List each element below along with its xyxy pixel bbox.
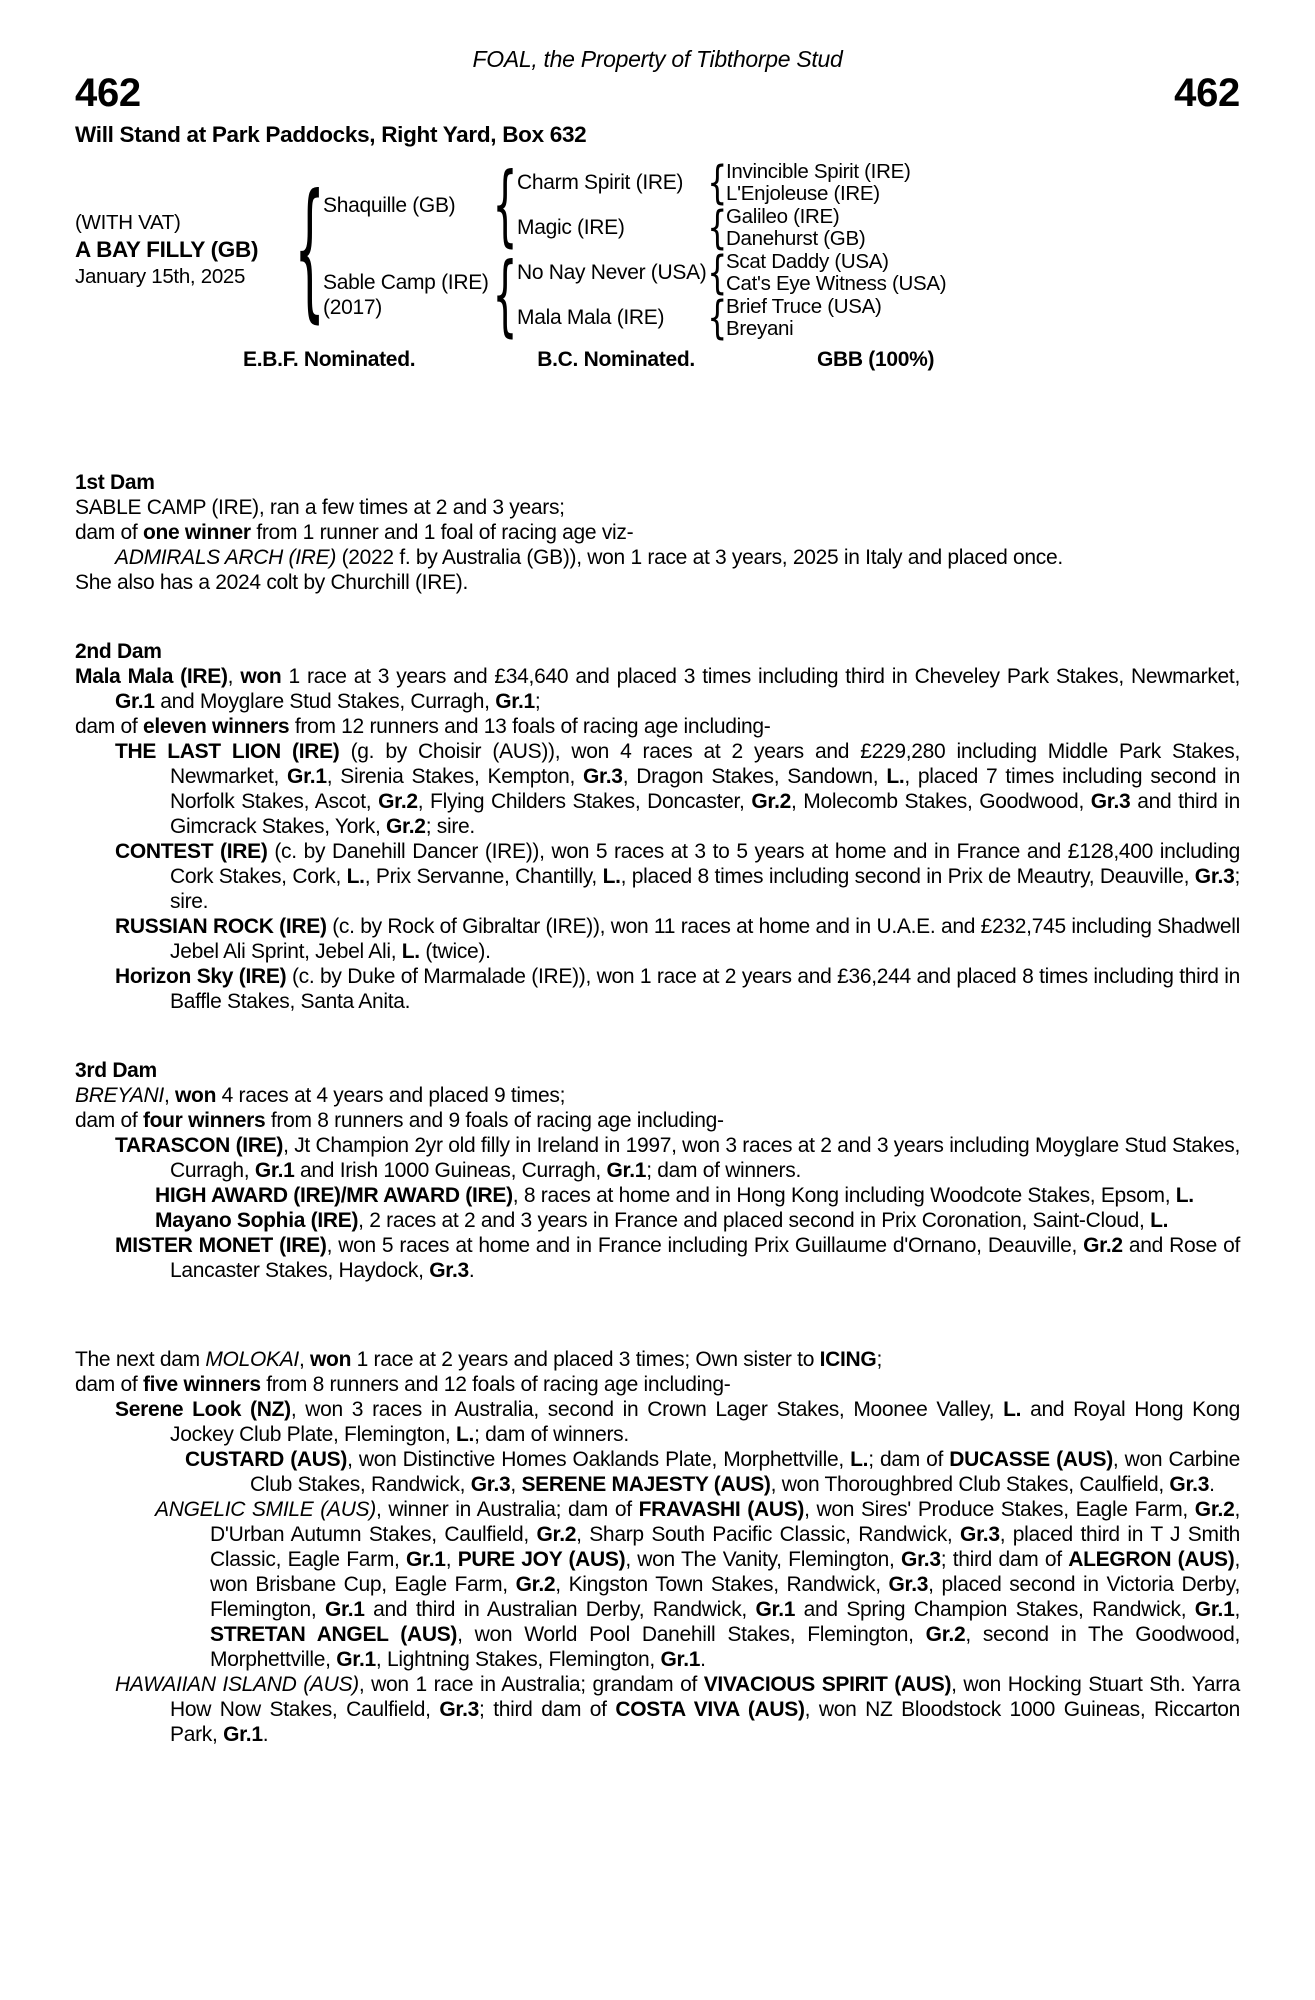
nominations-row (243, 348, 1240, 372)
brace-icon: { (492, 153, 518, 256)
bc-nomination: B.C. Nominated. (537, 348, 695, 371)
pedigree-paragraph: The next dam MOLOKAI, won 1 race at 2 years and placed 3 times; Own sister to ICING; (75, 1348, 882, 1371)
pedigree-paragraph: HAWAIIAN ISLAND (AUS), won 1 race in Australia; grandam of VIVACIOUS SPIRIT (AUS), won Hocking Stuart Sth. Yarra How Now Stakes, Caulfield, Gr.3; third dam of COSTA VIVA (AUS), won NZ Bloodstock 1000 Guineas, Riccarton Park, Gr.1. (115, 1673, 1241, 1746)
great-grandparents (726, 161, 911, 205)
pedigree-paragraph: dam of five winners from 8 runners and 12 foals of racing age including- (75, 1373, 731, 1396)
text-section-nextdam (75, 1347, 1240, 1747)
great-grandparent-name: Invincible Spirit (IRE) (726, 159, 911, 183)
page-title: FOAL, the Property of Tibthorpe Stud (472, 46, 843, 72)
pedigree-tree (75, 153, 1240, 346)
section-heading: 2nd Dam (75, 640, 162, 663)
brace-icon: { (707, 246, 728, 299)
great-grandparent-name: Scat Daddy (USA) (726, 249, 889, 273)
pedigree-paragraph: Horizon Sky (IRE) (c. by Duke of Marmalade (IRE)), won 1 race at 2 years and £36,244 and placed 8 times including third in Baffle Stakes, Santa Anita. (115, 965, 1240, 1013)
brace-icon: { (294, 163, 326, 337)
pedigree-paragraph: HIGH AWARD (IRE)/MR AWARD (IRE), 8 races at home and in Hong Kong including Woodcote Stakes, Epsom, L. (155, 1184, 1194, 1207)
pedigree-paragraph: ANGELIC SMILE (AUS), winner in Australia; dam of FRAVASHI (AUS), won Sires' Produce Stakes, Eagle Farm, Gr.2, D'Urban Autumn Stakes, Caulfield, Gr.2, Sharp South Pacific Classic, Randwick, Gr.3, placed third in T J Smith Classic, Eagle Farm, Gr.1, PURE JOY (AUS), won The Vanity, Flemington, Gr.3; third dam of ALEGRON (AUS), won Brisbane Cup, Eagle Farm, Gr.2, Kingston Town Stakes, Randwick, Gr.3, placed second in Victoria Derby, Flemington, Gr.1 and third in Australian Derby, Randwick, Gr.1 and Spring Champion Stakes, Randwick, Gr.1, STRETAN ANGEL (AUS), won World Pool Danehill Stakes, Flemington, Gr.2, second in The Goodwood, Morphettville, Gr.1, Lightning Stakes, Flemington, Gr.1. (155, 1498, 1241, 1671)
great-grandparent-name: Breyani (726, 316, 794, 340)
grandsire-name: Charm Spirit (IRE) (517, 170, 684, 194)
great-grandparent-name: Brief Truce (USA) (726, 294, 882, 318)
pedigree-paragraph: dam of eleven winners from 12 runners and 13 foals of racing age including- (75, 715, 771, 738)
lot-number-right: 462 (1174, 71, 1240, 115)
great-grandparents (726, 251, 946, 295)
pedigree-paragraph: CUSTARD (AUS), won Distinctive Homes Oaklands Plate, Morphettville, L.; dam of DUCASSE (AUS), won Carbine Club Stakes, Randwick, Gr.3, SERENE MAJESTY (AUS), won Thoroughbred Club Stakes, Caulfield, Gr.3. (185, 1448, 1240, 1496)
great-grandparent-name: Danehurst (GB) (726, 226, 866, 250)
grandparent-block (517, 201, 911, 254)
section-heading: 3rd Dam (75, 1059, 157, 1082)
pedigree-paragraph: Mala Mala (IRE), won 1 race at 3 years and £34,640 and placed 3 times including third in Cheveley Park Stakes, Newmarket, Gr.1 and Moyglare Stud Stakes, Curragh, Gr.1; (75, 665, 1240, 713)
brace-icon: { (707, 156, 728, 209)
pedigree-paragraph: dam of one winner from 1 runner and 1 foal of racing age viz- (75, 521, 634, 544)
pedigree-paragraph: dam of four winners from 8 runners and 9 foals of racing age including- (75, 1109, 724, 1132)
pedigree-paragraph: SABLE CAMP (IRE), ran a few times at 2 and 3 years; (75, 496, 565, 519)
text-section-dam2 (75, 639, 1240, 1014)
pedigree-paragraph: CONTEST (IRE) (c. by Danehill Dancer (IRE)), won 5 races at 3 to 5 years at home and in France and £128,400 including Cork Stakes, Cork, L., Prix Servanne, Chantilly, L., placed 8 times including second in Prix de Meautry, Deauville, Gr.3; sire. (115, 840, 1240, 913)
grandparent-block (517, 246, 947, 299)
brace-icon: { (707, 291, 728, 344)
foal-date: January 15th, 2025 (75, 265, 246, 288)
dam-year: (2017) (323, 296, 382, 319)
pedigree-parents (323, 153, 947, 346)
dam-name-text: Sable Camp (IRE) (323, 271, 489, 294)
ebf-nomination: E.B.F. Nominated. (243, 348, 416, 371)
pedigree-paragraph: BREYANI, won 4 races at 4 years and placed 9 times; (75, 1084, 566, 1107)
lot-number-row (75, 72, 1240, 114)
pedigree-paragraph: Mayano Sophia (IRE), 2 races at 2 and 3 years in France and placed second in Prix Coronation, Saint-Cloud, L. (155, 1209, 1169, 1232)
pedigree-paragraph: RUSSIAN ROCK (IRE) (c. by Rock of Gibraltar (IRE)), won 11 races at home and in U.A.E. and £232,745 including Shadwell Jebel Ali Sprint, Jebel Ali, L. (twice). (115, 915, 1240, 963)
sire-grandparents (517, 156, 911, 254)
pedigree-subject (75, 210, 297, 290)
stand-location-line: Will Stand at Park Paddocks, Right Yard, Box 632 (75, 122, 587, 147)
text-section-dam1 (75, 470, 1240, 595)
great-grandparent-name: L'Enjoleuse (IRE) (726, 181, 880, 205)
dam-grandparents (517, 246, 947, 344)
great-grandparent-name: Cat's Eye Witness (USA) (726, 271, 947, 295)
great-grandparents (726, 296, 882, 340)
lot-number-left: 462 (75, 71, 141, 115)
gbb-badge: GBB (100%) (816, 348, 935, 371)
pedigree-paragraph: THE LAST LION (IRE) (g. by Choisir (AUS)), won 4 races at 2 years and £229,280 including Middle Park Stakes, Newmarket, Gr.1, Sirenia Stakes, Kempton, Gr.3, Dragon Stakes, Sandown, L., placed 7 times including second in Norfolk Stakes, Ascot, Gr.2, Flying Childers Stakes, Doncaster, Gr.2, Molecomb Stakes, Goodwood, Gr.3 and third in Gimcrack Stakes, York, Gr.2; sire. (115, 740, 1240, 838)
pedigree-paragraph: MISTER MONET (IRE), won 5 races at home and in France including Prix Guillaume d'Ornano, Deauville, Gr.2 and Rose of Lancaster Stakes, Haydock, Gr.3. (115, 1234, 1240, 1282)
dam-block (323, 243, 947, 346)
sire-block (323, 153, 946, 256)
pedigree-text-sections (75, 470, 1240, 1747)
pedigree-paragraph: She also has a 2024 colt by Churchill (IRE). (75, 571, 468, 594)
pedigree-paragraph: Serene Look (NZ), won 3 races in Australia, second in Crown Lager Stakes, Moonee Valley, L. and Royal Hong Kong Jockey Club Plate, Flemington, L.; dam of winners. (115, 1398, 1240, 1446)
granddam-name: Magic (IRE) (517, 215, 625, 239)
pedigree-paragraph: TARASCON (IRE), Jt Champion 2yr old filly in Ireland in 1997, won 3 races at 2 and 3 years including Moyglare Stud Stakes, Curragh, Gr.1 and Irish 1000 Guineas, Curragh, Gr.1; dam of winners. (115, 1134, 1240, 1182)
grandparent-block (517, 156, 911, 209)
great-grandparent-name: Galileo (IRE) (726, 204, 840, 228)
section-heading: 1st Dam (75, 471, 155, 494)
brace-icon: { (492, 243, 518, 346)
grandparent-block (517, 291, 946, 344)
great-grandparents (726, 206, 865, 250)
grandsire-name: No Nay Never (USA) (517, 260, 707, 284)
text-section-dam3 (75, 1058, 1240, 1283)
dam-name (323, 270, 493, 320)
sire-name: Shaquille (GB) (323, 193, 456, 217)
subject-name: A BAY FILLY (GB) (75, 237, 259, 262)
granddam-name: Mala Mala (IRE) (517, 305, 665, 329)
brace-icon: { (707, 201, 728, 254)
vat-note: (WITH VAT) (75, 211, 181, 234)
pedigree-paragraph: ADMIRALS ARCH (IRE) (2022 f. by Australia (GB)), won 1 race at 3 years, 2025 in Italy and placed once. (115, 546, 1063, 569)
